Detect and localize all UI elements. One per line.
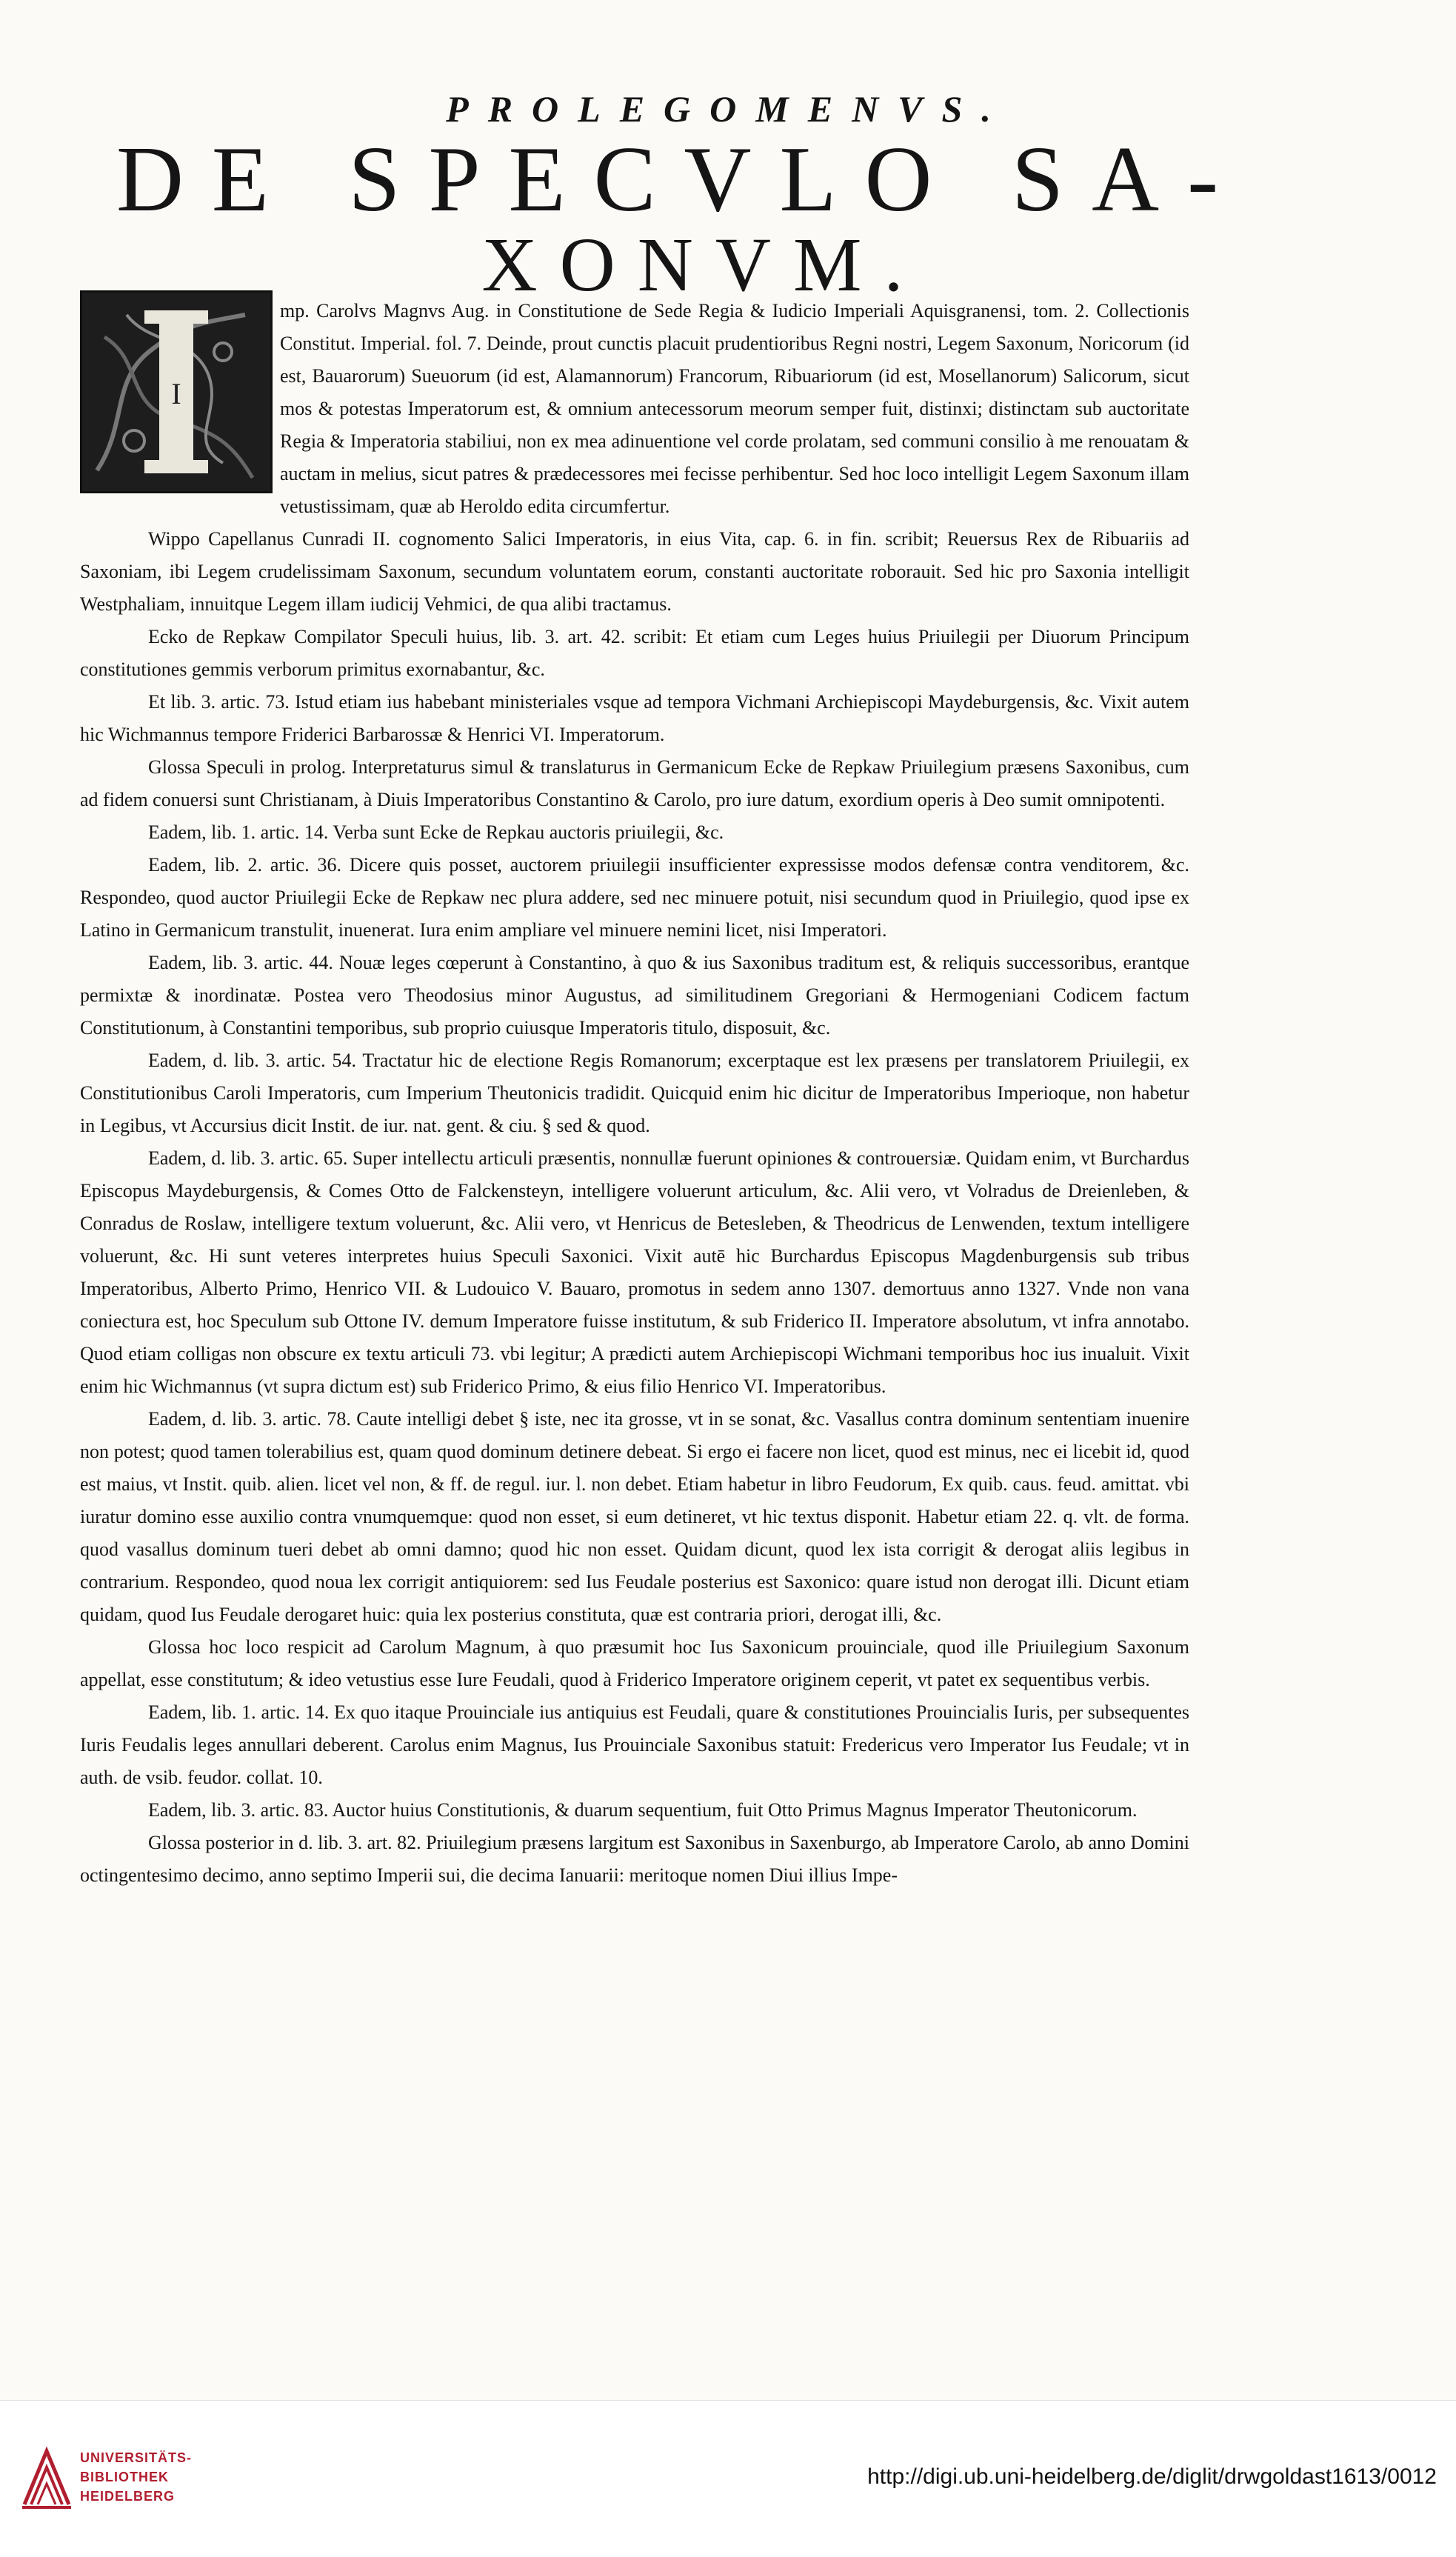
paragraph-7: Eadem, lib. 2. artic. 36. Dicere quis posset, auctorem priuilegii insufficienter expressisse modos defensæ contra venditorem, &c. Respondeo, quod auctor Priuilegii Ecke de Repkaw nec plura addere, sed nec minuere potuit, nisi secundum quod in Priuilegio, quod ipse ex Latino in Germanicum transtulit, inuenerat. Iura enim ampliare vel minuere nemini licet, nisi Imperatori. — [80, 854, 1189, 941]
footer-bar — [0, 2400, 1456, 2557]
page-title-line-1: DE SPECVLO SA- — [116, 128, 1247, 231]
paragraph-1: mp. Carolvs Magnvs Aug. in Constitutione de Sede Regia & Iudicio Imperiali Aquisgranensi, tom. 2. Collectionis Constitut. Imperial. fol. 7. Deinde, prout cunctis placuit prudentioribus Regni nostri, Legem Saxonum, Noricorum (id est, Bauarorum) Sueuorum (id est, Alamannorum) Francorum, Ribuariorum (id est, Mosellanorum) Salicorum, sicut mos & potestas Imperatorum est, & omnium antecessorum meorum semper fuit, distinxi; distinctam sub auctoritate Regia & Imperatoria stabiliui, non ex mea adinuentione vel corde prolatam, sed communi consilio à me renouatam & auctam in melius, sicut patres & prædecessores mei fecisse perhibentur. Sed hoc loco intelligit Legem Saxonum illam vetustissimam, quæ ab Heroldo edita circumfertur. — [280, 300, 1189, 517]
running-title: PROLEGOMENVS. — [446, 88, 1010, 130]
paragraph-12: Glossa hoc loco respicit ad Carolum Magnum, à quo præsumit hoc Ius Saxonicum prouinciale, quod ille Priuilegium Saxonum appellat, esse constitutum; & ideo vetustius esse Iure Feudali, quod à Friderico Imperatore originem ceperit, vt patet ex sequentibus verbis. — [80, 1636, 1189, 1690]
paragraph-13: Eadem, lib. 1. artic. 14. Ex quo itaque Prouinciale ius antiquius est Feudali, quare & constitutiones Prouincialis Iuris, per subsequentes Iuris Feudalis leges annullari deberent. Carolus enim Magnus, Ius Prouinciale Saxonibus statuit: Fredericus vero Imperator Ius Feudale; vt in auth. de vsib. feudor. collat. 10. — [80, 1701, 1189, 1788]
drop-cap-letter: I — [171, 377, 181, 410]
body-text — [80, 295, 1189, 1892]
paragraph-14: Eadem, lib. 3. artic. 83. Auctor huius Constitutionis, & duarum sequentium, fuit Otto Primus Magnus Imperator Theutonicorum. — [148, 1799, 1138, 1821]
paragraph-4: Et lib. 3. artic. 73. Istud etiam ius habebant ministeriales vsque ad tempora Vichmani Archiepiscopi Maydeburgensis, &c. Vixit autem hic Wichmannus tempore Friderici Barbarossæ & Henrici VI. Imperatorum. — [80, 691, 1189, 745]
library-name-line-3: HEIDELBERG — [80, 2489, 176, 2504]
drop-cap-spacer — [80, 295, 280, 496]
paragraph-11: Eadem, d. lib. 3. artic. 78. Caute intelligi debet § iste, nec ita grosse, vt in se sonat, &c. Vasallus contra dominum sententiam inuenire non potest; quod tamen tolerabilius est, quam quod dominum detinere debeat. Si ergo ei facere non licet, quod est minus, nec ei licebit id, quod est maius, vt Instit. quib. alien. licet vel non, & ff. de regul. iur. l. non debet. Etiam habetur in libro Feudorum, Ex quib. caus. feud. amittat. vbi iuratur domino esse auxilio contra vnumquemque: quod non esset, si eum detineret, vt hic textus disponit. Habetur etiam 22. q. vlt. de forma. quod vasallus dominum tueri debet ab omni damno; quod hic non esset. Quidam dicunt, quod lex ista corrigit & derogat aliis legibus in contrarium. Respondeo, quod noua lex corrigit antiquiorem: sed Ius Feudale posterius est Saxonico: quare istud non derogat illi. Dicunt etiam quidam, quod Ius Feudale derogaret huic: quia lex posterius constituta, quæ est contraria priori, derogat illi, &c. — [80, 1408, 1189, 1625]
library-name[interactable] — [80, 2448, 192, 2506]
paragraph-9: Eadem, d. lib. 3. artic. 54. Tractatur hic de electione Regis Romanorum; excerptaque est lex præsens per translatorem Priuilegii, ex Constitutionibus Caroli Imperatoris, cum Imperium Theutonicis tradidit. Quicquid enim hic dicitur de Imperatoribus Imperioque, non habetur in Legibus, vt Accursius dicit Instit. de iur. nat. gent. & ciu. § sed & quod. — [80, 1050, 1189, 1136]
paragraph-15: Glossa posterior in d. lib. 3. art. 82. Priuilegium præsens largitum est Saxonibus in Saxenburgo, ab Imperatore Carolo, ab anno Domini octingentesimo decimo, anno septimo Imperii sui, die decima Ianuarii: meritoque nomen Diui illius Impe- — [80, 1832, 1189, 1886]
heidelberg-library-logo-icon[interactable] — [21, 2445, 73, 2510]
paragraph-10: Eadem, d. lib. 3. artic. 65. Super intellectu articuli præsentis, nonnullæ fuerunt opiniones & controuersiæ. Quidam enim, vt Burchardus Episcopus Maydeburgensis, & Comes Otto de Falckensteyn, intelligere voluerunt articulum, &c. Alii vero, vt Volradus de Dreienleben, & Conradus de Roslaw, intelligere textum voluerunt, &c. Alii vero, vt Henricus de Betesleben, & Theodricus de Lenwenden, textum intelligere voluerunt, &c. Hi sunt veteres interpretes huius Speculi Saxonici. Vixit autē hic Burchardus Episcopus Magdenburgensis sub tribus Imperatoribus, Alberto Primo, Henrico VII. & Ludouico V. Bauaro, promotus in sedem anno 1307. demortuus anno 1327. Vnde non vana coniectura est, hoc Speculum sub Ottone IV. demum Imperatore fuisse institutum, & sub Friderico II. Imperatore absolutum, vt infra annotabo. Quod etiam colligas non obscure ex textu articuli 73. vbi legitur; A prædicti autem Archiepiscopi Wichmani temporibus hoc ius inualuit. Vixit enim hic Wichmannus (vt supra dictum est) sub Friderico Primo, & eius filio Henrico VI. Imperatoribus. — [80, 1147, 1189, 1397]
paragraph-5: Glossa Speculi in prolog. Interpretaturus simul & translaturus in Germanicum Ecke de Repkaw Priuilegium præsens Saxonibus, cum ad fidem conuersi sunt Christianam, à Diuis Imperatoribus Constantino & Carolo, pro iure datum, exordium operis à Deo sumit omnipotenti. — [80, 756, 1189, 810]
source-url-link[interactable]: http://digi.ub.uni-heidelberg.de/diglit/drwgoldast1613/0012 — [867, 2464, 1437, 2489]
paragraph-6: Eadem, lib. 1. artic. 14. Verba sunt Ecke de Repkau auctoris priuilegii, &c. — [148, 821, 724, 843]
library-name-line-2: BIBLIOTHEK — [80, 2470, 169, 2484]
paragraph-2: Wippo Capellanus Cunradi II. cognomento Salici Imperatoris, in eius Vita, cap. 6. in fin. scribit; Reuersus Rex de Ribuariis ad Saxoniam, ibi Legem crudelissimam Saxonum, secundum voluntatem eorum, constanti auctoritate roborauit. Sed hic pro Saxonia intelligit Westphaliam, innuitque Legem illam iudicij Vehmici, de qua alibi tractamus. — [80, 528, 1189, 615]
library-name-line-1: UNIVERSITÄTS- — [80, 2450, 193, 2465]
paragraph-8: Eadem, lib. 3. artic. 44. Nouæ leges cœperunt à Constantino, à quo & ius Saxonibus traditum est, & reliquis successoribus, erantque permixtæ & inordinatæ. Postea vero Theodosius minor Augustus, ad similitudinem Gregoriani & Hermogeniani Codicem factum Constitutionum, à Constantini temporibus, sub proprio cuiusque Imperatoris titulo, disposuit, &c. — [80, 952, 1189, 1039]
paragraph-3: Ecko de Repkaw Compilator Speculi huius, lib. 3. art. 42. scribit: Et etiam cum Leges huius Priuilegii per Diuorum Principum constitutiones gemmis verborum primitus exornabantur, &c. — [80, 626, 1189, 680]
page-title-line-2: XONVM. — [481, 222, 926, 307]
